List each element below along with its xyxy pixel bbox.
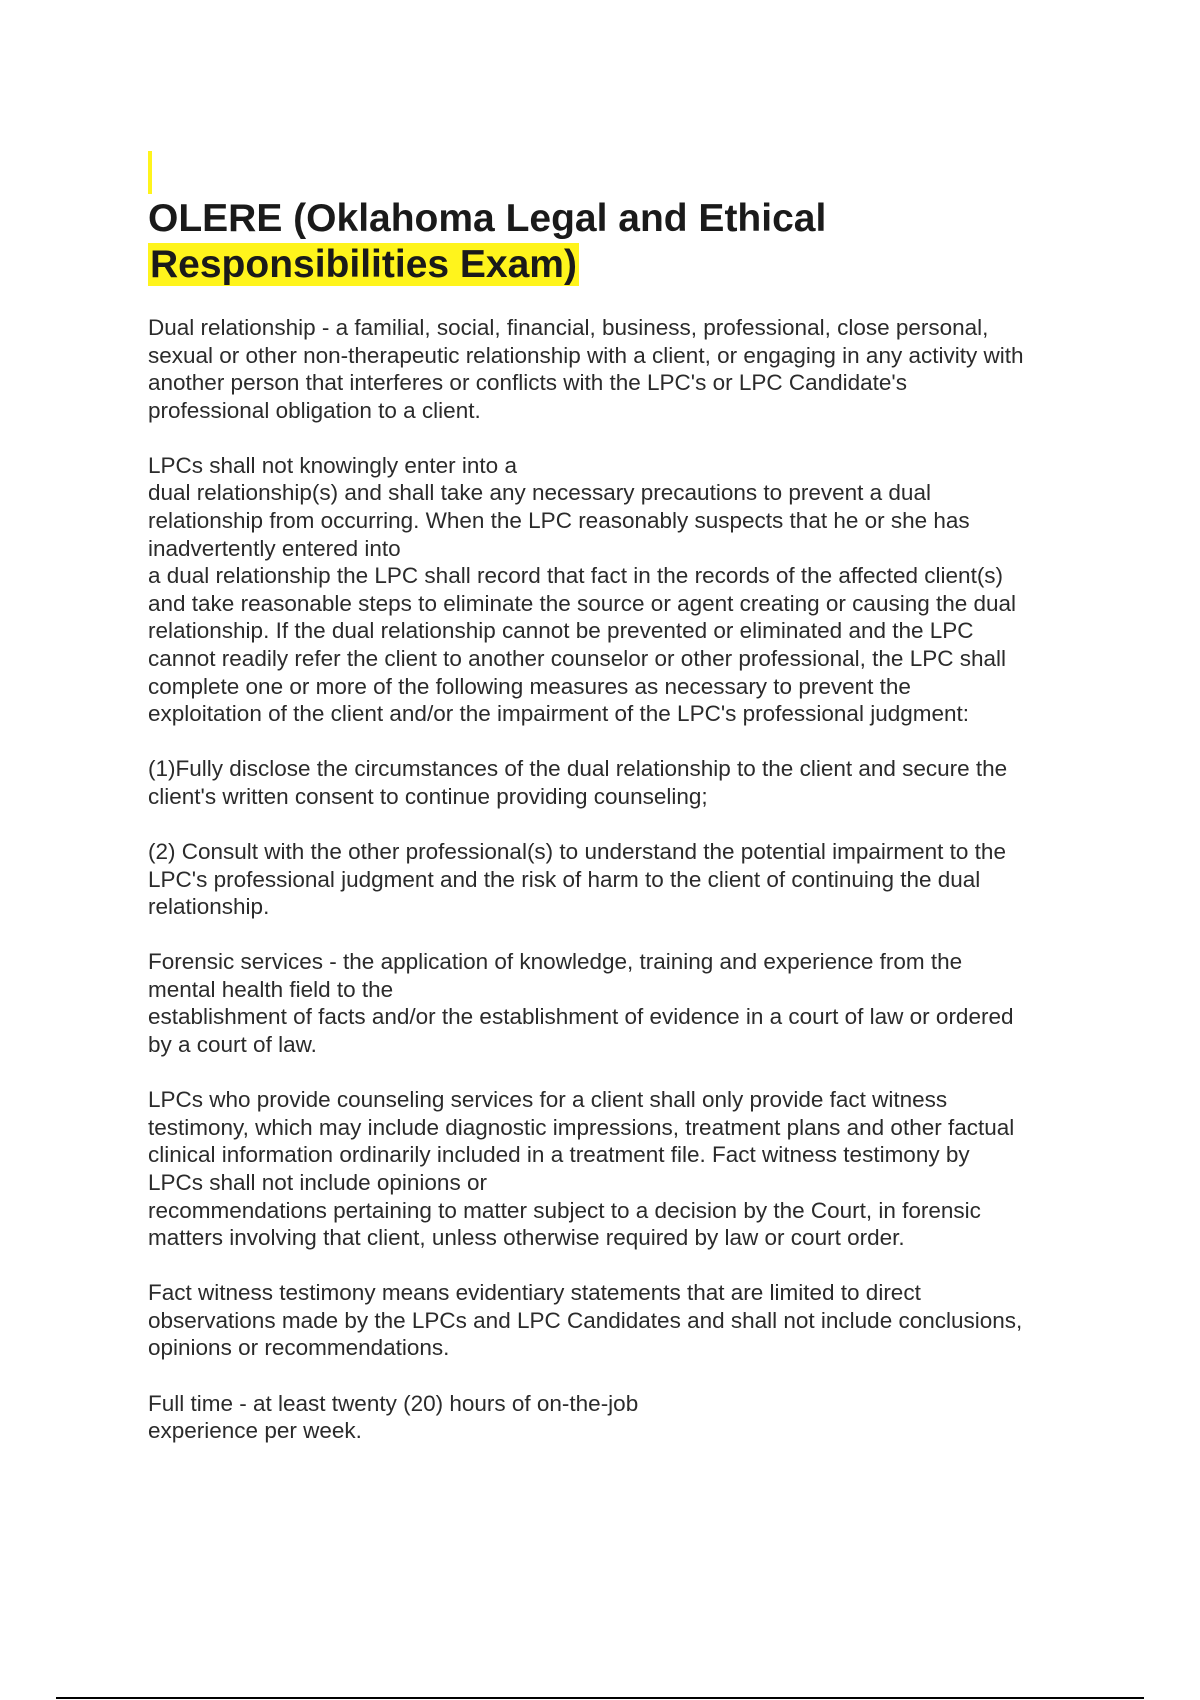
text-line: clinical information ordinarily included in a treatment file. Fact witness testimony by	[148, 1142, 970, 1168]
text-line: opinions or recommendations.	[148, 1335, 450, 1361]
text-line: LPCs shall not knowingly enter into a	[148, 452, 517, 478]
text-line: Forensic services - the application of knowledge, training and experience from the	[148, 949, 963, 975]
text-line: recommendations pertaining to matter subject to a decision by the Court, in forensic	[148, 1197, 981, 1223]
text-line: cannot readily refer the client to another counselor or other professional, the LPC shall	[148, 646, 1006, 672]
text-line: professional obligation to a client.	[148, 397, 481, 423]
text-line: relationship.	[148, 894, 270, 920]
text-line: (1)Fully disclose the circumstances of the dual relationship to the client and secure the	[148, 756, 1008, 782]
page-bottom-rule	[56, 1697, 1144, 1699]
title-line: OLERE (Oklahoma Legal and Ethical	[148, 197, 827, 240]
text-line: and take reasonable steps to eliminate the source or agent creating or causing the dual	[148, 590, 1017, 616]
text-line: LPCs shall not include opinions or	[148, 1169, 487, 1195]
text-line: relationship from occurring. When the LPC reasonably suspects that he or she has	[148, 508, 970, 534]
text-line: dual relationship(s) and shall take any necessary precautions to prevent a dual	[148, 480, 931, 506]
paragraph-dual-relationship-rule	[148, 452, 1098, 728]
text-line: matters involving that client, unless otherwise required by law or court order.	[148, 1225, 905, 1251]
text-line: observations made by the LPCs and LPC Candidates and shall not include conclusions,	[148, 1307, 1023, 1333]
text-line: complete one or more of the following measures as necessary to prevent the	[148, 673, 911, 699]
paragraph-fact-witness-definition	[148, 1279, 1098, 1362]
document-title	[148, 150, 1098, 288]
title-line: Responsibilities Exam)	[150, 243, 577, 286]
text-line: establishment of facts and/or the establishment of evidence in a court of law or ordered	[148, 1004, 1014, 1030]
paragraph-measure-1	[148, 755, 1098, 810]
document-content	[148, 150, 1098, 1472]
text-line: inadvertently entered into	[148, 535, 401, 561]
paragraph-dual-relationship-definition	[148, 314, 1098, 424]
text-line: sexual or other non-therapeutic relationship with a client, or engaging in any activity with	[148, 342, 1024, 368]
text-line: Fact witness testimony means evidentiary statements that are limited to direct	[148, 1280, 921, 1306]
paragraph-forensic-services	[148, 948, 1098, 1058]
paragraph-fact-witness-testimony-rule	[148, 1086, 1098, 1252]
text-line: exploitation of the client and/or the impairment of the LPC's professional judgment:	[148, 701, 970, 727]
text-line: testimony, which may include diagnostic impressions, treatment plans and other factual	[148, 1114, 1015, 1140]
text-line: (2) Consult with the other professional(s) to understand the potential impairment to the	[148, 839, 1006, 864]
text-line: LPC's professional judgment and the risk of harm to the client of continuing the dual	[148, 866, 981, 892]
title-highlight	[148, 151, 1098, 286]
text-line: a dual relationship the LPC shall record that fact in the records of the affected client(s)	[148, 563, 1004, 589]
paragraph-measure-2	[148, 838, 1098, 921]
text-line: by a court of law.	[148, 1032, 317, 1058]
text-line: client's written consent to continue providing counseling;	[148, 783, 708, 809]
text-line: relationship. If the dual relationship cannot be prevented or eliminated and the LPC	[148, 618, 974, 644]
text-line: another person that interferes or conflicts with the LPC's or LPC Candidate's	[148, 370, 907, 396]
text-line: Full time - at least twenty (20) hours of on-the-job	[148, 1390, 639, 1416]
text-line: LPCs who provide counseling services for a client shall only provide fact witness	[148, 1087, 948, 1113]
text-line: experience per week.	[148, 1418, 362, 1444]
text-line: Dual relationship - a familial, social, financial, business, professional, close personal,	[148, 315, 989, 340]
text-line: mental health field to the	[148, 976, 394, 1002]
paragraph-full-time-definition	[148, 1390, 1098, 1445]
